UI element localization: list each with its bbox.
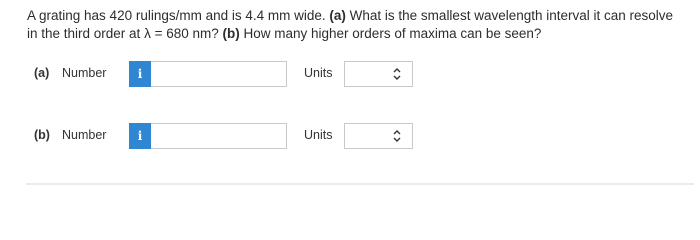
part-label-a: (a) <box>34 66 50 80</box>
answer-row-b <box>0 123 700 149</box>
answer-row-a <box>0 61 700 87</box>
info-icon[interactable]: i <box>129 61 151 87</box>
number-input-b[interactable] <box>151 123 287 149</box>
question-text <box>27 7 677 43</box>
question-part-a-tag: (a) <box>329 8 346 23</box>
question-part-a-text: What is the smallest wavelength interval it can resolve in the third order at λ = 680 nm? <box>27 8 674 41</box>
question-intro: A grating has 420 rulings/mm and is 4.4 mm wide. <box>27 8 330 23</box>
units-select-b[interactable] <box>344 123 413 149</box>
question-part-b-text: How many higher orders of maxima can be seen? <box>239 26 542 41</box>
up-down-chevron-icon <box>393 67 401 81</box>
up-down-chevron-icon <box>393 129 401 143</box>
number-label-a: Number <box>62 66 107 80</box>
bottom-divider <box>26 183 694 185</box>
part-label-b: (b) <box>34 128 50 142</box>
units-label-a: Units <box>304 66 333 80</box>
info-icon[interactable]: i <box>129 123 151 149</box>
number-label-b: Number <box>62 128 107 142</box>
units-label-b: Units <box>304 128 333 142</box>
units-select-a[interactable] <box>344 61 413 87</box>
question-part-b-tag: (b) <box>222 26 240 41</box>
number-input-a[interactable] <box>151 61 287 87</box>
